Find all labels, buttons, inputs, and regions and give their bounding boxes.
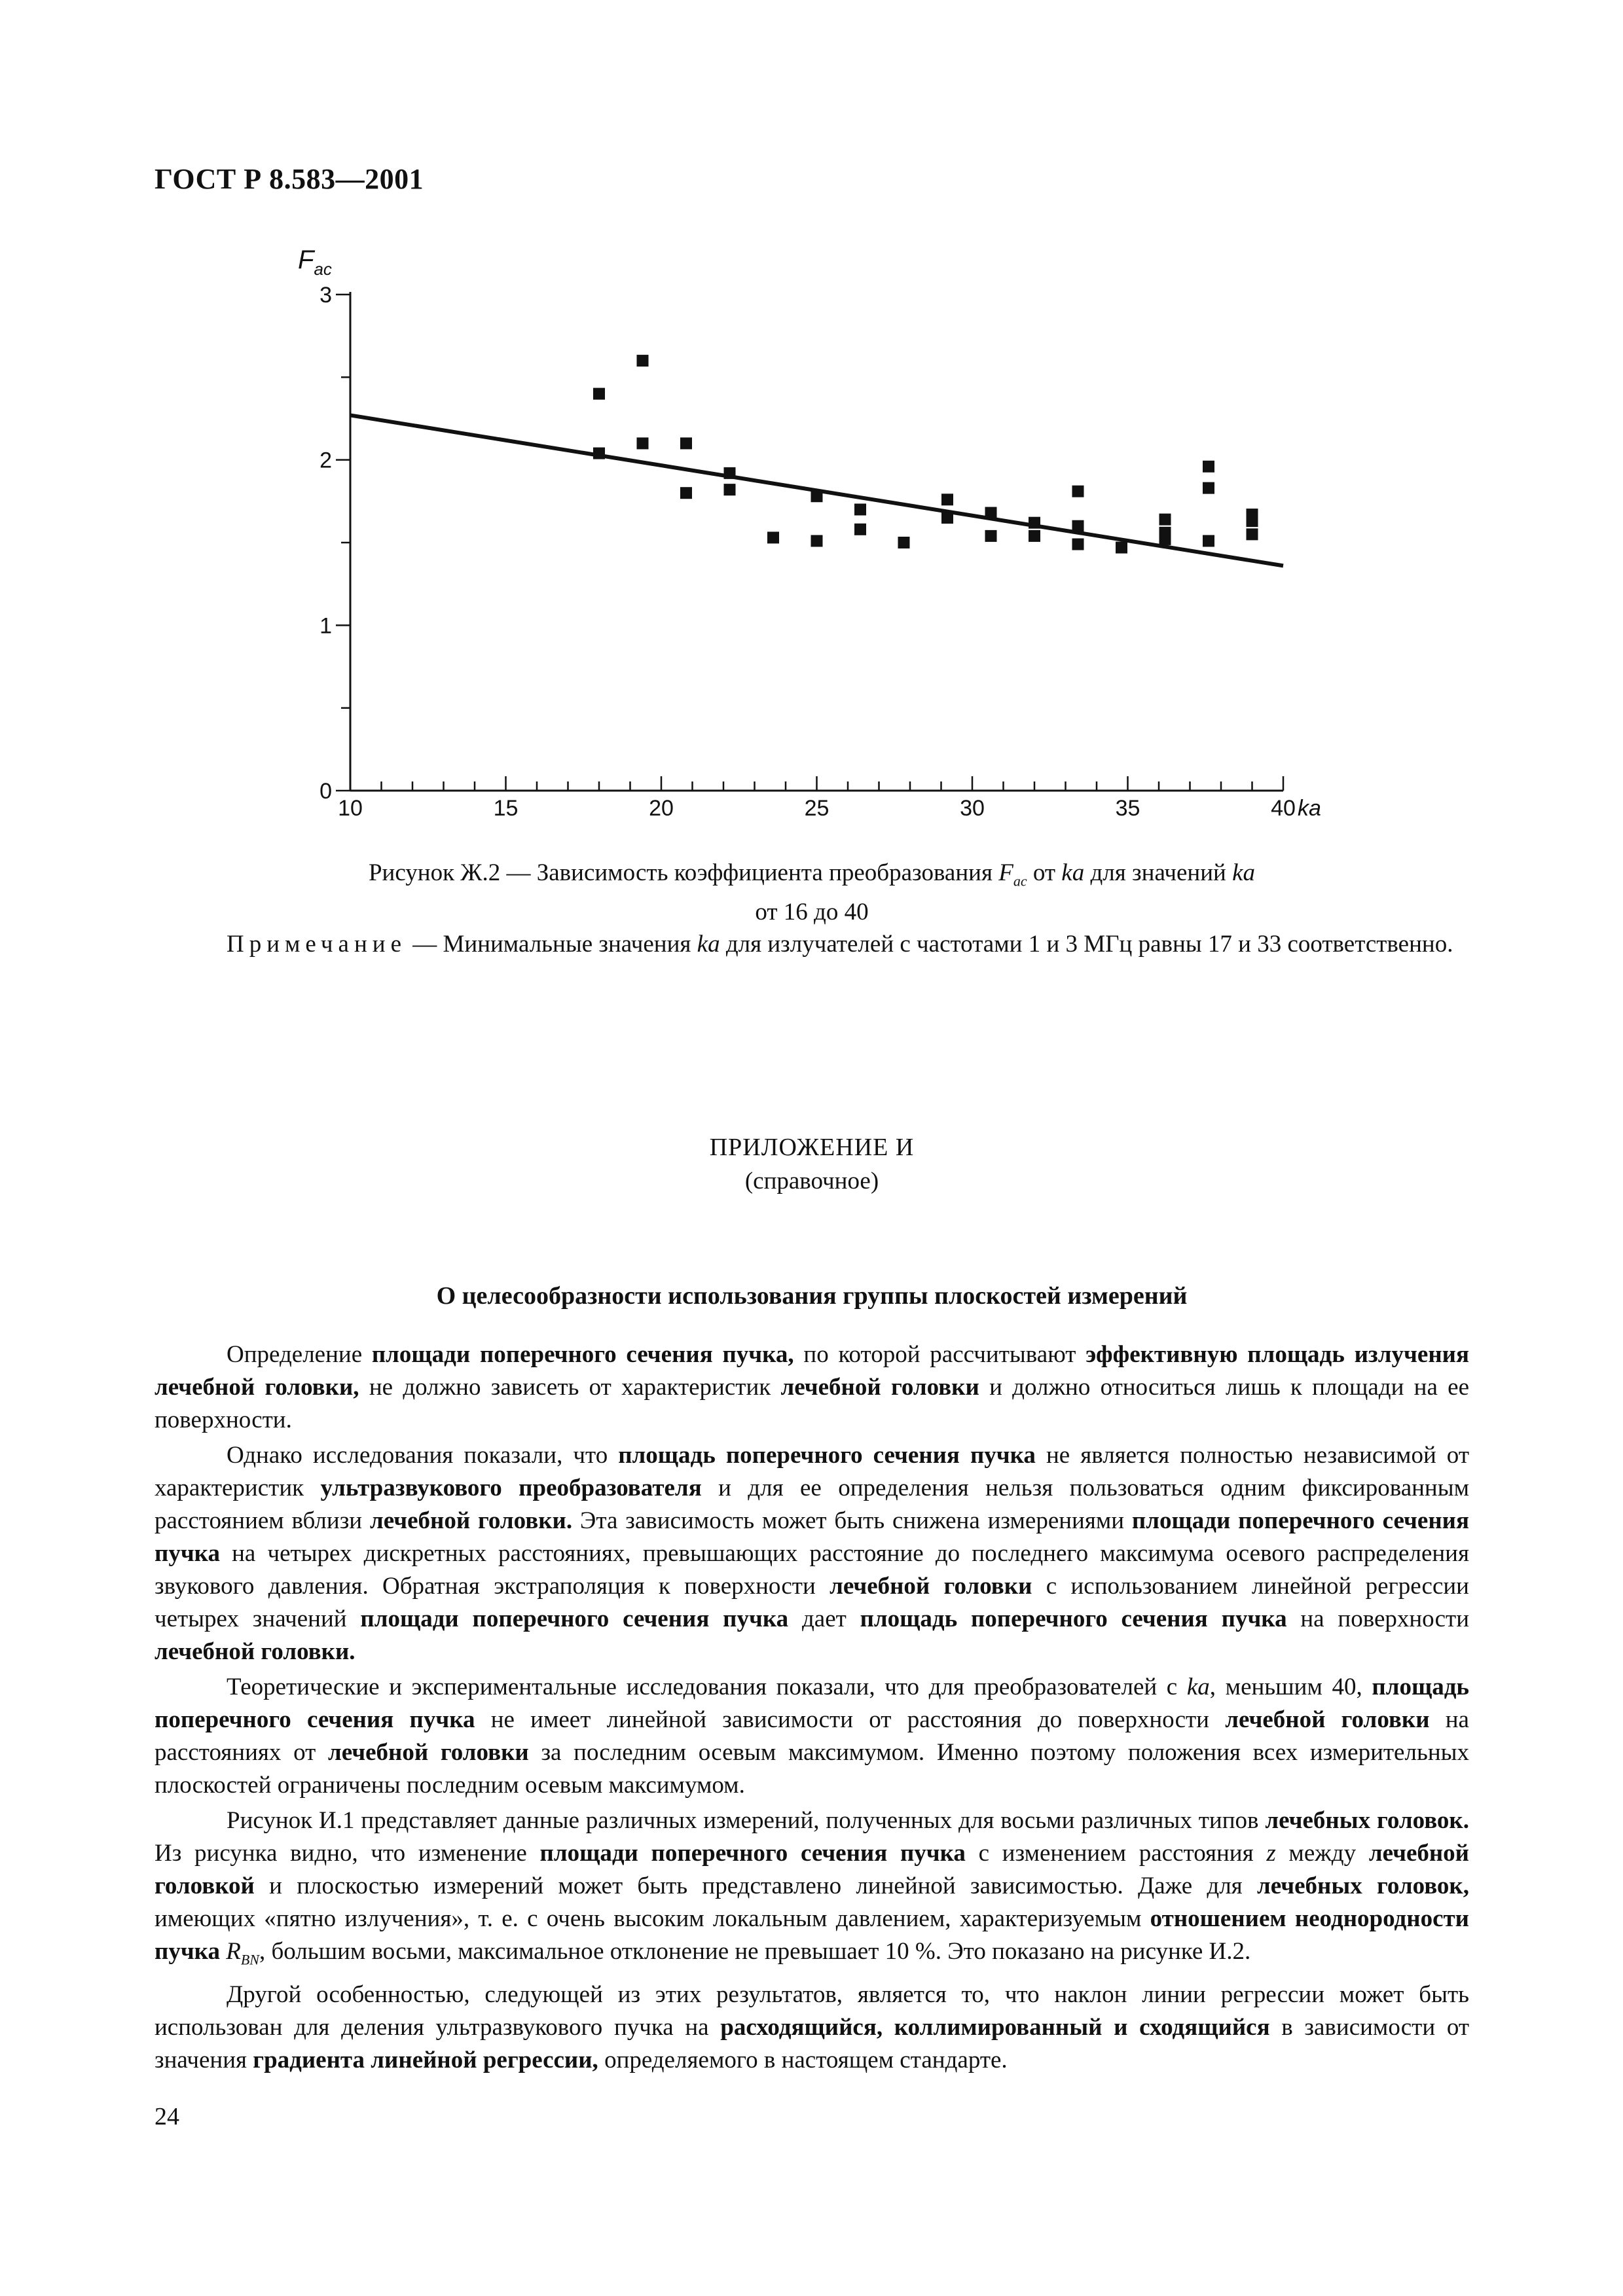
body-text bbox=[155, 1338, 1469, 2079]
data-point bbox=[1072, 520, 1084, 532]
data-point bbox=[767, 531, 779, 543]
data-point bbox=[593, 388, 605, 400]
data-point bbox=[1029, 530, 1040, 542]
data-point bbox=[941, 493, 953, 505]
paragraph-1: Определение площади поперечного сечения пучка, по которой рассчитывают эффективную площадь излучения лечебной головки, не должно зависеть от характеристик лечебной головки и должно относиться лишь к площади на ее поверхности. bbox=[155, 1341, 1470, 1433]
data-point bbox=[1203, 535, 1214, 547]
y-tick-label: 0 bbox=[319, 779, 332, 804]
data-point bbox=[811, 535, 823, 547]
appendix-subtitle: (справочное) bbox=[744, 1168, 879, 1194]
data-point bbox=[1203, 461, 1214, 473]
data-point bbox=[898, 537, 910, 548]
y-axis-label bbox=[298, 245, 332, 279]
y-tick-label: 3 bbox=[319, 283, 332, 308]
data-point bbox=[680, 487, 692, 499]
caption-mid2: для значений bbox=[1090, 859, 1226, 886]
data-point bbox=[1159, 514, 1171, 526]
caption-symbol: $F_{ac}$ bbox=[998, 859, 1027, 889]
x-tick-label: 35 bbox=[1115, 796, 1140, 821]
data-point bbox=[680, 437, 692, 449]
caption-var2: ka bbox=[1232, 859, 1256, 886]
paragraph-4: Рисунок И.1 представляет данные различных измерений, полученных для восьми различных типов лечебных головок. Из рисунка видно, что изменение площади поперечного сечения пучка с изменением расстояния z между лечебной головкой и плоскостью измерений может быть представлено линейной зависимостью. Даже для лечебных головок, имеющих «пятно излучения», т. е. с очень высоким локальным давлением, характеризуемым отношением неоднородности пучка $R_{BN}$, большим восьми, максимальное отклонение не превышает 10 %. Это показано на рисунке И.2. bbox=[155, 1807, 1470, 1968]
data-point bbox=[593, 448, 605, 459]
data-point bbox=[985, 507, 997, 519]
figure-caption bbox=[155, 857, 1469, 928]
caption-var1: ka bbox=[1061, 859, 1085, 886]
data-point bbox=[724, 484, 736, 495]
document-header: ГОСТ Р 8.583—2001 bbox=[155, 163, 424, 195]
data-point bbox=[1247, 515, 1258, 527]
data-point bbox=[1247, 528, 1258, 540]
x-axis-label: ka bbox=[1298, 796, 1321, 821]
data-point bbox=[1029, 517, 1040, 529]
note-var: ka bbox=[697, 931, 720, 958]
data-point bbox=[1203, 482, 1214, 494]
data-point bbox=[854, 524, 866, 535]
data-point bbox=[1159, 533, 1171, 545]
caption-mid: от bbox=[1032, 859, 1056, 886]
data-point bbox=[1072, 486, 1084, 497]
data-point bbox=[1116, 542, 1127, 554]
appendix-title: ПРИЛОЖЕНИЕ И bbox=[709, 1134, 915, 1161]
data-point bbox=[811, 490, 823, 502]
paragraph-2: Однако исследования показали, что площадь поперечного сечения пучка не является полностью независимой от характеристик ультразвукового преобразователя и для ее определения нельзя пользоваться одним фиксированным расстоянием вблизи лечебной головки. Эта зависимость может быть снижена измерениями площади поперечного сечения пучка на четырех дискретных расстояниях, превышающих расстояние до последнего максимума осевого распределения звукового давления. Обратная экстраполяция к поверхности лечебной головки с использованием линейной регрессии четырех значений площади поперечного сечения пучка дает площадь поперечного сечения пучка на поверхности лечебной головки. bbox=[155, 1442, 1470, 1665]
section-title: О целесообразности использования группы плоскостей измерений bbox=[436, 1282, 1188, 1310]
caption-line2: от 16 до 40 bbox=[755, 899, 869, 926]
data-point bbox=[637, 437, 649, 449]
y-tick-label: 2 bbox=[319, 448, 332, 473]
note-label: Примечание bbox=[227, 931, 407, 958]
y-tick-label: 1 bbox=[319, 613, 332, 639]
data-point bbox=[637, 355, 649, 367]
note-text2: для излучателей с частотами 1 и 3 МГц равны 17 и 33 соответственно. bbox=[720, 931, 1453, 958]
scatter-chart bbox=[0, 0, 1623, 851]
y-label-sub: ac bbox=[314, 259, 332, 279]
x-tick-label: 25 bbox=[804, 796, 830, 821]
x-tick-label: 40 bbox=[1271, 796, 1296, 821]
data-point bbox=[941, 512, 953, 524]
caption-prefix: Рисунок Ж.2 — Зависимость коэффициента преобразования bbox=[368, 859, 993, 886]
note-text1: — Минимальные значения bbox=[407, 931, 697, 958]
paragraph-3: Теоретические и экспериментальные исследования показали, что для преобразователей с ka, меньшим 40, площадь поперечного сечения пучка не имеет линейной зависимости от расстояния до поверхности лечебной головки на расстояниях от лечебной головки за последним осевым максимумом. Именно поэтому положения всех измерительных плоскостей ограничены последним осевым максимумом. bbox=[155, 1674, 1470, 1799]
x-tick-label: 30 bbox=[960, 796, 985, 821]
x-tick-label: 10 bbox=[338, 796, 363, 821]
y-label-main: F bbox=[298, 245, 314, 274]
data-point bbox=[724, 467, 736, 479]
paragraph-5: Другой особенностью, следующей из этих результатов, является то, что наклон линии регрессии может быть использован для деления ультразвукового пучка на расходящийся, коллимированный и сходящийся в зависимости от значения градиента линейной регрессии, определяемого в настоящем стандарте. bbox=[155, 1981, 1470, 2074]
x-tick-label: 15 bbox=[493, 796, 519, 821]
data-point bbox=[854, 503, 866, 515]
data-point bbox=[985, 530, 997, 542]
x-tick-label: 20 bbox=[649, 796, 674, 821]
figure-note bbox=[155, 928, 1469, 961]
page-number: 24 bbox=[155, 2103, 179, 2130]
data-point bbox=[1072, 539, 1084, 550]
